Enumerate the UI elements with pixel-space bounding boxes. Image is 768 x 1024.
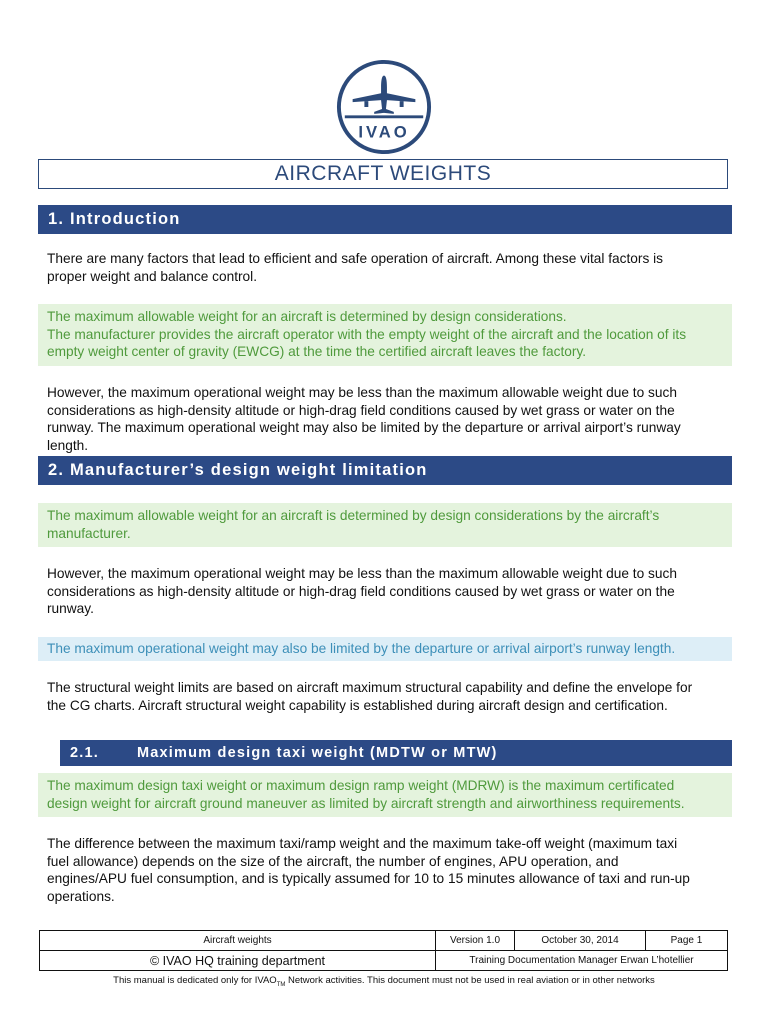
subsection-title: Maximum design taxi weight (MDTW or MTW): [137, 745, 498, 761]
text-line: operations.: [47, 888, 115, 904]
note-box-green: [38, 503, 732, 547]
text-line: empty weight center of gravity (EWCG) at the time the certified aircraft leaves the factory.: [47, 344, 587, 359]
mdtw-paragraph: [47, 835, 717, 905]
text-line: However, the maximum operational weight may be less than the maximum allowable weight due to such: [47, 566, 677, 581]
intro-paragraph-2: [47, 384, 717, 454]
text-line: the CG charts. Aircraft structural weight capability is established during aircraft design and certification.: [47, 697, 668, 713]
text-line: The maximum allowable weight for an aircraft is determined by design considerations.: [47, 309, 567, 324]
footer-department: © IVAO HQ training department: [40, 951, 436, 971]
disclaimer-text: This manual is dedicated only for IVAO: [113, 975, 277, 986]
footer-version: Version 1.0: [436, 931, 515, 951]
footer-doc-name: Aircraft weights: [40, 931, 436, 951]
text-line: runway. The maximum operational weight may also be limited by the departure or arrival airport’s runway: [47, 420, 681, 435]
text-line: The manufacturer provides the aircraft operator with the empty weight of the aircraft and the location of its: [47, 326, 687, 342]
note-box-green: [38, 773, 732, 817]
logo-text: IVAO: [358, 122, 410, 142]
subsection-heading-mdtw: [60, 740, 732, 766]
document-title: AIRCRAFT WEIGHTS: [38, 159, 728, 189]
page-footer-table: [39, 930, 728, 971]
footer-date: October 30, 2014: [515, 931, 646, 951]
footer-disclaimer: [0, 975, 768, 988]
design-paragraph-1: [47, 565, 717, 618]
note-box-green: [38, 304, 732, 366]
text-line: considerations as high-density altitude or high-drag field conditions caused by wet grass or water on the: [47, 402, 675, 418]
text-line: The difference between the maximum taxi/ramp weight and the maximum take-off weight (maximum taxi: [47, 836, 678, 851]
text-line: However, the maximum operational weight may be less than the maximum allowable weight due to such: [47, 385, 677, 400]
footer-page: Page 1: [646, 931, 728, 951]
text-line: The structural weight limits are based on aircraft maximum structural capability and define the envelope for: [47, 680, 693, 695]
text-line: length.: [47, 437, 89, 453]
text-line: design weight for aircraft ground maneuver as limited by aircraft strength and airworthiness requirements.: [47, 795, 685, 811]
text-line: The maximum operational weight may also be limited by the departure or arrival airport’s runway length.: [47, 641, 676, 656]
text-line: manufacturer.: [47, 525, 131, 541]
design-paragraph-2: [47, 679, 717, 714]
note-box-blue: [38, 637, 732, 661]
ivao-logo: [335, 58, 433, 156]
subsection-number: 2.1.: [70, 745, 99, 761]
section-heading-introduction: 1. Introduction: [38, 205, 732, 234]
text-line: There are many factors that lead to efficient and safe operation of aircraft. Among these vital factors is: [47, 251, 664, 266]
section-heading-design-weight: 2. Manufacturer’s design weight limitation: [38, 456, 732, 485]
text-line: proper weight and balance control.: [47, 268, 258, 284]
text-line: The maximum allowable weight for an aircraft is determined by design considerations by the aircraft’s: [47, 508, 660, 523]
text-line: considerations as high-density altitude or high-drag field conditions caused by wet grass or water on the: [47, 583, 675, 599]
text-line: The maximum design taxi weight or maximum design ramp weight (MDRW) is the maximum certificated: [47, 778, 675, 793]
text-line: engines/APU fuel consumption, and is typically assumed for 10 to 15 minutes allowance of taxi and run-up: [47, 871, 690, 886]
trademark-mark: TM: [276, 981, 286, 988]
airplane-icon: [353, 76, 416, 114]
footer-manager: Training Documentation Manager Erwan L’hotellier: [436, 951, 728, 971]
text-line: fuel allowance) depends on the size of the aircraft, the number of engines, APU operation, and: [47, 853, 619, 869]
intro-paragraph-1: [47, 250, 717, 285]
disclaimer-text: Network activities. This document must not be used in real aviation or in other networks: [285, 975, 655, 986]
text-line: runway.: [47, 601, 94, 616]
